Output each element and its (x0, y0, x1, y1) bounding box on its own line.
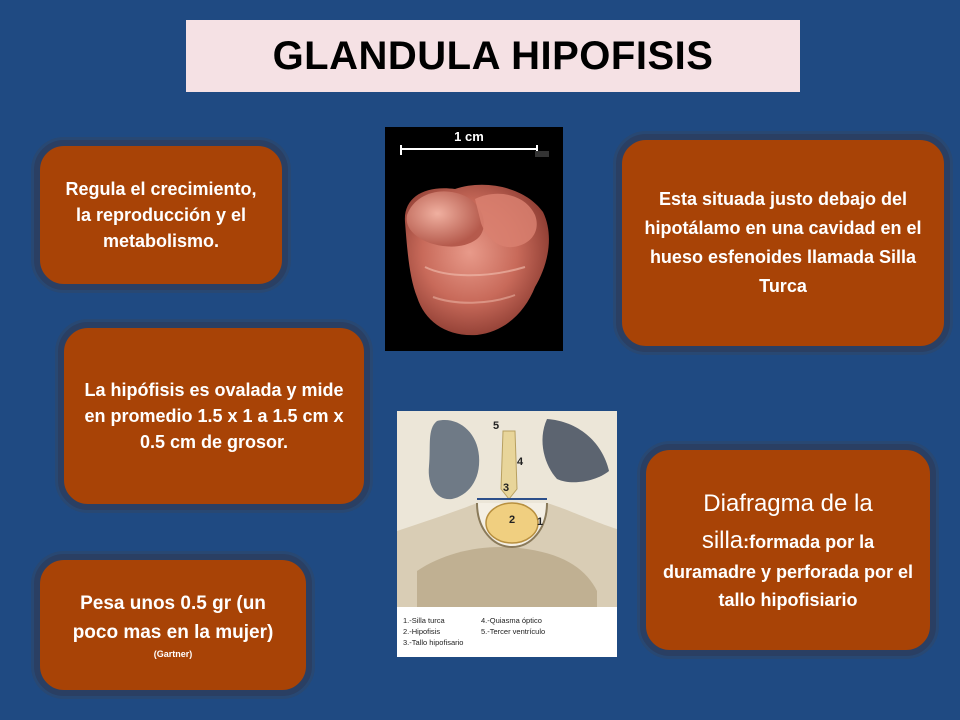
card-diaphragm (640, 444, 936, 656)
label-number-5: 5 (493, 420, 500, 432)
legend-item-1: 1.-Silla turca (403, 616, 445, 625)
pituitary-photo (385, 127, 563, 351)
sella-turcica-diagram (397, 411, 617, 657)
legend-item-4: 4.-Quiasma óptico (481, 616, 542, 625)
card-weight-citation: (Gartner) (153, 649, 193, 660)
card-shape (58, 322, 370, 510)
card-location-text: Esta situada justo debajo del hipotálamo en una cavidad en el hueso esfenoides llamada Silla Turca (644, 189, 922, 296)
card-shape-text: La hipófisis es ovalada y mide en promedio 1.5 x 1 a 1.5 cm x 0.5 cm de grosor. (84, 379, 344, 453)
label-number-1: 1 (537, 516, 544, 528)
legend-item-2: 2.-Hipofisis (403, 627, 441, 636)
diagram-svg (397, 411, 617, 657)
legend-item-5: 5.-Tercer ventrículo (481, 627, 546, 636)
scale-marker (535, 151, 549, 157)
scale-label: 1 cm (454, 129, 484, 144)
label-number-3: 3 (503, 482, 510, 494)
card-growth-text: Regula el crecimiento, la reproducción y el metabolismo. (65, 178, 257, 252)
label-number-4: 4 (517, 456, 524, 468)
card-location (616, 134, 950, 352)
card-diaphragm-text (662, 485, 914, 615)
pituitary-photo-svg (385, 127, 563, 351)
card-diaphragm-heading: Diafragma de la silla (701, 489, 873, 555)
card-weight (34, 554, 312, 696)
card-growth (34, 140, 288, 290)
title-box (186, 20, 800, 92)
page-title: GLANDULA HIPOFISIS (272, 33, 714, 78)
label-number-2: 2 (509, 514, 516, 526)
card-weight-text: Pesa unos 0.5 gr (un poco mas en la mujer) (72, 593, 274, 643)
card-diaphragm-body: :formada por la duramadre y perforada por el tallo hipofisiario (662, 532, 914, 611)
legend-item-3: 3.-Tallo hipofisario (403, 638, 464, 647)
